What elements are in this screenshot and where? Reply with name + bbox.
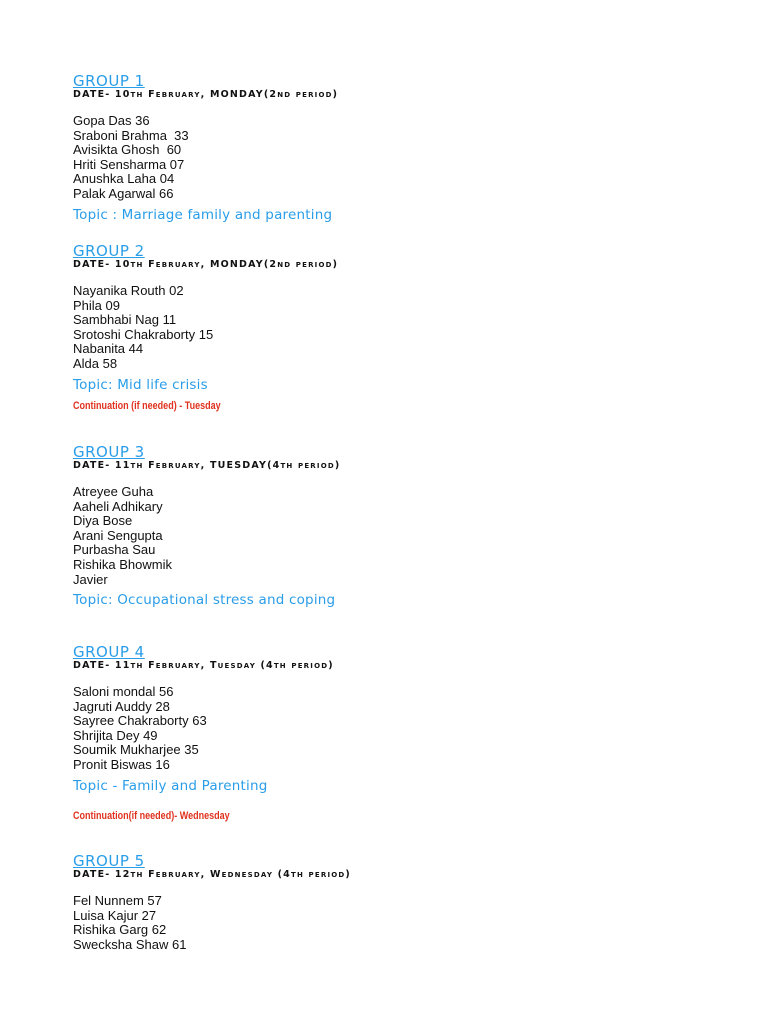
member-item: Gopa Das 36 — [73, 113, 150, 128]
member-item: Soumik Mukharjee 35 — [73, 742, 199, 758]
group-date: DATE- 11th February, Tuesday (4th period) — [73, 660, 334, 671]
group-date: DATE- 12th February, Wednesday (4th period) — [73, 869, 351, 880]
member-item: Sayree Chakraborty 63 — [73, 713, 207, 729]
group-3 — [73, 444, 733, 609]
member-item: Avisikta Ghosh 60 — [73, 142, 182, 158]
member-item: Aaheli Adhikary — [73, 498, 163, 514]
continuation-note: Continuation (if needed) - Tuesday — [73, 399, 221, 412]
member-item: Alda 58 — [73, 355, 118, 371]
member-list — [73, 114, 733, 202]
member-item: Srotoshi Chakraborty 15 — [73, 326, 214, 342]
group-title: GROUP 4 — [73, 643, 145, 661]
continuation-note: Continuation(if needed)- Wednesday — [73, 809, 230, 822]
group-4 — [73, 644, 733, 823]
member-item: Hriti Sensharma 07 — [73, 156, 185, 172]
member-list — [73, 485, 733, 587]
group-date: DATE- 10th February, MONDAY(2nd period) — [73, 89, 339, 100]
member-item: Purbasha Sau — [73, 542, 156, 558]
group-title: GROUP 1 — [73, 72, 145, 90]
member-item: Atreyee Guha — [73, 484, 154, 499]
member-list — [73, 685, 733, 773]
group-date: DATE- 11th February, TUESDAY(4th period) — [73, 460, 341, 471]
member-item: Pronit Biswas 16 — [73, 756, 170, 772]
member-item: Nayanika Routh 02 — [73, 283, 184, 298]
member-list — [73, 894, 733, 952]
group-5 — [73, 853, 733, 952]
group-title: GROUP 5 — [73, 852, 145, 870]
member-item: Swecksha Shaw 61 — [73, 936, 187, 952]
group-title: GROUP 2 — [73, 242, 145, 260]
member-item: Palak Agarwal 66 — [73, 185, 174, 201]
member-item: Diya Bose — [73, 513, 133, 529]
member-item: Fel Nunnem 57 — [73, 893, 162, 908]
member-item: Luisa Kajur 27 — [73, 907, 157, 923]
group-title: GROUP 3 — [73, 443, 145, 461]
member-item: Rishika Bhowmik — [73, 556, 172, 572]
group-topic: Topic : Marriage family and parenting — [73, 206, 333, 223]
member-item: Sraboni Brahma 33 — [73, 127, 189, 143]
member-list — [73, 284, 733, 372]
group-1 — [73, 73, 733, 224]
member-item: Arani Sengupta — [73, 527, 163, 543]
member-item: Javier — [73, 571, 108, 587]
member-item: Jagruti Auddy 28 — [73, 698, 170, 714]
member-item: Rishika Garg 62 — [73, 922, 167, 938]
member-item: Shrijita Dey 49 — [73, 727, 158, 743]
member-item: Saloni mondal 56 — [73, 684, 174, 699]
group-date: DATE- 10th February, MONDAY(2nd period) — [73, 259, 339, 270]
member-item: Sambhabi Nag 11 — [73, 312, 177, 328]
member-item: Phila 09 — [73, 297, 120, 313]
group-topic: Topic - Family and Parenting — [73, 777, 268, 794]
member-item: Anushka Laha 04 — [73, 171, 175, 187]
group-2 — [73, 243, 733, 413]
group-topic: Topic: Mid life crisis — [73, 376, 208, 393]
group-topic: Topic: Occupational stress and coping — [73, 592, 336, 609]
member-item: Nabanita 44 — [73, 341, 144, 357]
